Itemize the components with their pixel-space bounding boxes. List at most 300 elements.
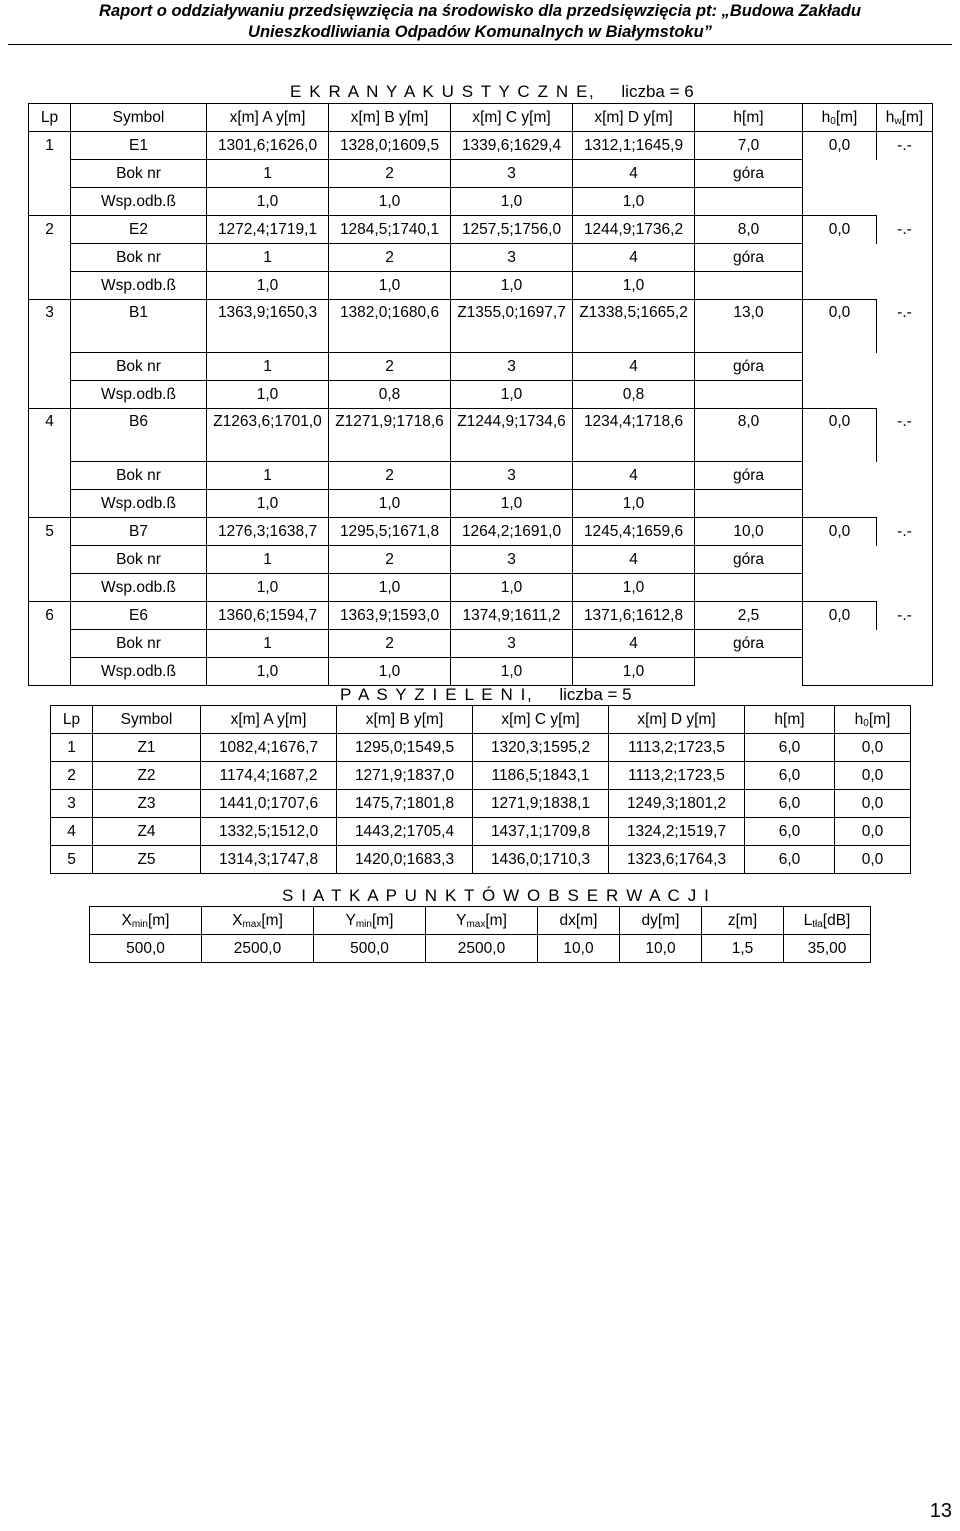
side-top: góra bbox=[695, 244, 803, 272]
side-top: góra bbox=[695, 630, 803, 658]
empty-cell bbox=[877, 381, 933, 409]
gb-header-d: x[m] D y[m] bbox=[609, 706, 745, 734]
screen-lp-empty bbox=[29, 244, 71, 272]
screen-lp-empty bbox=[29, 658, 71, 686]
coef-value: 1,0 bbox=[451, 272, 573, 300]
greenbelt-h: 6,0 bbox=[745, 762, 835, 790]
coef-value: 1,0 bbox=[573, 658, 695, 686]
coef-value: 1,0 bbox=[451, 490, 573, 518]
screen-point-b: 1295,5;1671,8 bbox=[329, 518, 451, 546]
screen-side-row bbox=[29, 462, 933, 490]
screen-point-a: 1363,9;1650,3 bbox=[207, 300, 329, 353]
grid-header-base: Y bbox=[345, 912, 356, 929]
side-number: 1 bbox=[207, 353, 329, 381]
greenbelt-h: 6,0 bbox=[745, 734, 835, 762]
screens-table-body bbox=[29, 104, 933, 686]
side-number: 1 bbox=[207, 462, 329, 490]
empty-cell bbox=[695, 188, 803, 216]
screen-lp-empty bbox=[29, 272, 71, 300]
greenbelt-lp: 1 bbox=[51, 734, 93, 762]
empty-cell bbox=[803, 546, 877, 574]
screen-lp-empty bbox=[29, 490, 71, 518]
coef-label: Wsp.odb.ß bbox=[71, 490, 207, 518]
coef-value: 1,0 bbox=[573, 574, 695, 602]
coef-value: 1,0 bbox=[207, 574, 329, 602]
grid-table-body bbox=[90, 907, 871, 963]
header-c: x[m] C y[m] bbox=[451, 104, 573, 132]
screen-point-b: 1363,9;1593,0 bbox=[329, 602, 451, 630]
greenbelt-c: 1320,3;1595,2 bbox=[473, 734, 609, 762]
header-divider bbox=[8, 44, 952, 45]
greenbelt-c: 1271,9;1838,1 bbox=[473, 790, 609, 818]
side-number: 2 bbox=[329, 630, 451, 658]
screen-point-d: 1371,6;1612,8 bbox=[573, 602, 695, 630]
empty-cell bbox=[877, 272, 933, 300]
empty-cell bbox=[803, 188, 877, 216]
coef-label: Wsp.odb.ß bbox=[71, 188, 207, 216]
coef-value: 1,0 bbox=[207, 272, 329, 300]
grid-header-sub: min bbox=[355, 919, 372, 930]
screen-hw: -.- bbox=[877, 602, 933, 630]
grid-header-row bbox=[90, 907, 871, 935]
grid-header-base: X bbox=[232, 912, 243, 929]
grid-value: 35,00 bbox=[784, 935, 871, 963]
greenbelt-d: 1324,2;1519,7 bbox=[609, 818, 745, 846]
grid-title-text: S I A T K A P U N K T Ó W O B S E R W A C J I bbox=[282, 886, 711, 905]
screen-row bbox=[29, 518, 933, 546]
coef-label: Wsp.odb.ß bbox=[71, 574, 207, 602]
grid-value: 500,0 bbox=[90, 935, 202, 963]
greenbelt-b: 1420,0;1683,3 bbox=[337, 846, 473, 874]
h0-base: h bbox=[821, 109, 831, 126]
side-number: 4 bbox=[573, 630, 695, 658]
greenbelt-row bbox=[51, 762, 911, 790]
screen-point-d: 1312,1;1645,9 bbox=[573, 132, 695, 160]
coef-label: Wsp.odb.ß bbox=[71, 658, 207, 686]
gb-header-h: h[m] bbox=[745, 706, 835, 734]
header-symbol: Symbol bbox=[71, 104, 207, 132]
side-number: 2 bbox=[329, 353, 451, 381]
gb-header-c: x[m] C y[m] bbox=[473, 706, 609, 734]
grid-header-base: dx[m] bbox=[559, 912, 598, 929]
screen-symbol: E6 bbox=[71, 602, 207, 630]
screen-h0: 0,0 bbox=[803, 216, 877, 244]
coef-value: 1,0 bbox=[329, 188, 451, 216]
header-line-1: Raport o oddziaływaniu przedsięwzięcia na środowisko dla przedsięwzięcia pt: „Budowa Zakładu bbox=[99, 2, 861, 20]
screen-point-d: Z1338,5;1665,2 bbox=[573, 300, 695, 353]
side-number: 4 bbox=[573, 160, 695, 188]
h0-unit: [m] bbox=[835, 109, 858, 126]
side-label: Bok nr bbox=[71, 462, 207, 490]
screen-coef-row bbox=[29, 381, 933, 409]
coef-value: 0,8 bbox=[329, 381, 451, 409]
screen-lp-empty bbox=[29, 160, 71, 188]
grid-header-unit: [m] bbox=[147, 912, 170, 929]
screen-height: 7,0 bbox=[695, 132, 803, 160]
side-number: 1 bbox=[207, 546, 329, 574]
empty-cell bbox=[877, 546, 933, 574]
empty-cell bbox=[803, 381, 877, 409]
screen-lp-empty bbox=[29, 353, 71, 381]
empty-cell bbox=[803, 658, 877, 686]
screen-hw: -.- bbox=[877, 409, 933, 462]
gb-h0-sub: 0 bbox=[863, 718, 869, 729]
grid-header-cell bbox=[202, 907, 314, 935]
empty-cell bbox=[877, 574, 933, 602]
screens-title bbox=[290, 82, 694, 102]
greenbelt-b: 1295,0;1549,5 bbox=[337, 734, 473, 762]
side-number: 1 bbox=[207, 160, 329, 188]
coef-value: 1,0 bbox=[329, 272, 451, 300]
greenbelt-h0: 0,0 bbox=[835, 790, 911, 818]
grid-header-unit: [dB] bbox=[822, 912, 851, 929]
gb-h0-unit: [m] bbox=[868, 711, 891, 728]
screen-point-c: Z1355,0;1697,7 bbox=[451, 300, 573, 353]
side-top: góra bbox=[695, 546, 803, 574]
gb-header-b: x[m] B y[m] bbox=[337, 706, 473, 734]
header-hw bbox=[877, 104, 933, 132]
screen-lp-empty bbox=[29, 381, 71, 409]
screen-lp: 6 bbox=[29, 602, 71, 630]
screen-symbol: B1 bbox=[71, 300, 207, 353]
greenbelt-h: 6,0 bbox=[745, 790, 835, 818]
grid-values-row bbox=[90, 935, 871, 963]
screen-lp: 5 bbox=[29, 518, 71, 546]
gb-header-symbol: Symbol bbox=[93, 706, 201, 734]
screen-point-d: 1245,4;1659,6 bbox=[573, 518, 695, 546]
header-h: h[m] bbox=[695, 104, 803, 132]
greenbelt-c: 1436,0;1710,3 bbox=[473, 846, 609, 874]
grid-header-base: X bbox=[121, 912, 132, 929]
empty-cell bbox=[877, 160, 933, 188]
screen-h0: 0,0 bbox=[803, 602, 877, 630]
grid-value: 2500,0 bbox=[202, 935, 314, 963]
greenbelts-table bbox=[50, 705, 911, 874]
screen-point-b: 1284,5;1740,1 bbox=[329, 216, 451, 244]
grid-value: 10,0 bbox=[620, 935, 702, 963]
greenbelt-c: 1186,5;1843,1 bbox=[473, 762, 609, 790]
greenbelt-symbol: Z4 bbox=[93, 818, 201, 846]
side-number: 1 bbox=[207, 630, 329, 658]
screen-lp: 3 bbox=[29, 300, 71, 353]
side-label: Bok nr bbox=[71, 630, 207, 658]
coef-value: 1,0 bbox=[451, 658, 573, 686]
grid-header-cell bbox=[620, 907, 702, 935]
screen-side-row bbox=[29, 630, 933, 658]
screen-point-b: 1328,0;1609,5 bbox=[329, 132, 451, 160]
grid-header-cell bbox=[426, 907, 538, 935]
grid-header-cell bbox=[314, 907, 426, 935]
side-number: 4 bbox=[573, 244, 695, 272]
grid-header-sub: max bbox=[466, 919, 486, 930]
greenbelt-h0: 0,0 bbox=[835, 762, 911, 790]
header-d: x[m] D y[m] bbox=[573, 104, 695, 132]
side-label: Bok nr bbox=[71, 353, 207, 381]
grid-header-cell bbox=[784, 907, 871, 935]
screen-point-a: Z1263,6;1701,0 bbox=[207, 409, 329, 462]
greenbelt-h: 6,0 bbox=[745, 846, 835, 874]
greenbelt-a: 1082,4;1676,7 bbox=[201, 734, 337, 762]
grid-value: 2500,0 bbox=[426, 935, 538, 963]
screen-symbol: E2 bbox=[71, 216, 207, 244]
grid-title bbox=[282, 886, 711, 906]
screen-height: 13,0 bbox=[695, 300, 803, 353]
coef-value: 1,0 bbox=[573, 490, 695, 518]
screen-lp-empty bbox=[29, 574, 71, 602]
grid-header-sub: max bbox=[242, 919, 262, 930]
screens-title-text: E K R A N Y A K U S T Y C Z N E, bbox=[290, 82, 596, 101]
screen-row bbox=[29, 602, 933, 630]
greenbelt-symbol: Z5 bbox=[93, 846, 201, 874]
greenbelt-lp: 2 bbox=[51, 762, 93, 790]
empty-cell bbox=[695, 490, 803, 518]
empty-cell bbox=[695, 658, 803, 686]
header-a: x[m] A y[m] bbox=[207, 104, 329, 132]
empty-cell bbox=[877, 490, 933, 518]
coef-value: 1,0 bbox=[573, 188, 695, 216]
screen-hw: -.- bbox=[877, 216, 933, 244]
screens-header-row bbox=[29, 104, 933, 132]
greenbelt-d: 1249,3;1801,2 bbox=[609, 790, 745, 818]
screen-height: 8,0 bbox=[695, 216, 803, 244]
screen-height: 10,0 bbox=[695, 518, 803, 546]
screen-side-row bbox=[29, 353, 933, 381]
coef-value: 1,0 bbox=[329, 490, 451, 518]
greenbelt-row bbox=[51, 734, 911, 762]
page-number: 13 bbox=[929, 1500, 952, 1522]
coef-value: 1,0 bbox=[207, 658, 329, 686]
greenbelt-lp: 4 bbox=[51, 818, 93, 846]
greenbelt-b: 1475,7;1801,8 bbox=[337, 790, 473, 818]
greenbelt-b: 1271,9;1837,0 bbox=[337, 762, 473, 790]
greenbelts-header-row bbox=[51, 706, 911, 734]
coef-value: 1,0 bbox=[329, 658, 451, 686]
gb-header-lp: Lp bbox=[51, 706, 93, 734]
header-lp: Lp bbox=[29, 104, 71, 132]
side-number: 2 bbox=[329, 462, 451, 490]
coef-value: 1,0 bbox=[207, 188, 329, 216]
screen-h0: 0,0 bbox=[803, 132, 877, 160]
screen-side-row bbox=[29, 244, 933, 272]
greenbelt-symbol: Z3 bbox=[93, 790, 201, 818]
grid-header-unit: [m] bbox=[371, 912, 394, 929]
screen-point-d: 1234,4;1718,6 bbox=[573, 409, 695, 462]
grid-table bbox=[89, 906, 871, 963]
greenbelt-row bbox=[51, 790, 911, 818]
side-top: góra bbox=[695, 353, 803, 381]
empty-cell bbox=[803, 244, 877, 272]
document-header bbox=[0, 0, 960, 43]
grid-header-cell bbox=[538, 907, 620, 935]
h0-sub: 0 bbox=[830, 116, 836, 127]
screen-lp-empty bbox=[29, 462, 71, 490]
side-number: 2 bbox=[329, 244, 451, 272]
greenbelt-h: 6,0 bbox=[745, 818, 835, 846]
side-top: góra bbox=[695, 160, 803, 188]
greenbelt-lp: 5 bbox=[51, 846, 93, 874]
greenbelt-a: 1174,4;1687,2 bbox=[201, 762, 337, 790]
side-number: 4 bbox=[573, 462, 695, 490]
greenbelt-d: 1323,6;1764,3 bbox=[609, 846, 745, 874]
screen-point-c: Z1244,9;1734,6 bbox=[451, 409, 573, 462]
grid-header-cell bbox=[90, 907, 202, 935]
greenbelt-c: 1437,1;1709,8 bbox=[473, 818, 609, 846]
screen-row bbox=[29, 132, 933, 160]
side-number: 3 bbox=[451, 630, 573, 658]
grid-header-base: Y bbox=[456, 912, 467, 929]
coef-value: 1,0 bbox=[207, 381, 329, 409]
greenbelt-a: 1314,3;1747,8 bbox=[201, 846, 337, 874]
hw-sub: w bbox=[894, 116, 902, 127]
greenbelt-d: 1113,2;1723,5 bbox=[609, 762, 745, 790]
screen-side-row bbox=[29, 160, 933, 188]
side-number: 2 bbox=[329, 546, 451, 574]
hw-unit: [m] bbox=[901, 109, 924, 126]
screen-row bbox=[29, 216, 933, 244]
screen-point-c: 1339,6;1629,4 bbox=[451, 132, 573, 160]
screen-h0: 0,0 bbox=[803, 409, 877, 462]
greenbelt-row bbox=[51, 818, 911, 846]
screen-coef-row bbox=[29, 272, 933, 300]
screen-coef-row bbox=[29, 490, 933, 518]
header-h0 bbox=[803, 104, 877, 132]
coef-value: 1,0 bbox=[451, 381, 573, 409]
greenbelts-title-text: P A S Y Z I E L E N I, bbox=[340, 685, 534, 704]
greenbelt-h0: 0,0 bbox=[835, 734, 911, 762]
empty-cell bbox=[877, 188, 933, 216]
screen-point-c: 1264,2;1691,0 bbox=[451, 518, 573, 546]
screen-lp-empty bbox=[29, 630, 71, 658]
screen-coef-row bbox=[29, 658, 933, 686]
empty-cell bbox=[695, 574, 803, 602]
empty-cell bbox=[803, 490, 877, 518]
coef-value: 1,0 bbox=[207, 490, 329, 518]
screen-point-b: 1382,0;1680,6 bbox=[329, 300, 451, 353]
header-line-2: Unieszkodliwiania Odpadów Komunalnych w Białymstoku” bbox=[248, 23, 712, 41]
empty-cell bbox=[695, 381, 803, 409]
screen-hw: -.- bbox=[877, 300, 933, 353]
greenbelt-symbol: Z1 bbox=[93, 734, 201, 762]
side-number: 2 bbox=[329, 160, 451, 188]
screen-row bbox=[29, 409, 933, 462]
side-top: góra bbox=[695, 462, 803, 490]
empty-cell bbox=[803, 574, 877, 602]
grid-header-unit: [m] bbox=[261, 912, 283, 929]
coef-value: 0,8 bbox=[573, 381, 695, 409]
header-b: x[m] B y[m] bbox=[329, 104, 451, 132]
empty-cell bbox=[877, 658, 933, 686]
coef-value: 1,0 bbox=[573, 272, 695, 300]
greenbelt-a: 1441,0;1707,6 bbox=[201, 790, 337, 818]
screen-symbol: B6 bbox=[71, 409, 207, 462]
empty-cell bbox=[803, 462, 877, 490]
side-label: Bok nr bbox=[71, 546, 207, 574]
grid-header-base: L bbox=[803, 912, 813, 929]
side-number: 4 bbox=[573, 546, 695, 574]
screen-symbol: E1 bbox=[71, 132, 207, 160]
grid-header-sub: tła bbox=[812, 919, 823, 930]
screen-point-c: 1257,5;1756,0 bbox=[451, 216, 573, 244]
side-number: 3 bbox=[451, 353, 573, 381]
side-number: 3 bbox=[451, 244, 573, 272]
greenbelt-b: 1443,2;1705,4 bbox=[337, 818, 473, 846]
screen-coef-row bbox=[29, 574, 933, 602]
empty-cell bbox=[803, 630, 877, 658]
screen-point-b: Z1271,9;1718,6 bbox=[329, 409, 451, 462]
screen-side-row bbox=[29, 546, 933, 574]
greenbelt-a: 1332,5;1512,0 bbox=[201, 818, 337, 846]
side-label: Bok nr bbox=[71, 244, 207, 272]
empty-cell bbox=[803, 353, 877, 381]
coef-value: 1,0 bbox=[451, 188, 573, 216]
coef-value: 1,0 bbox=[329, 574, 451, 602]
screen-hw: -.- bbox=[877, 132, 933, 160]
empty-cell bbox=[695, 272, 803, 300]
screen-coef-row bbox=[29, 188, 933, 216]
hw-base: h bbox=[885, 109, 895, 126]
grid-value: 10,0 bbox=[538, 935, 620, 963]
screen-height: 2,5 bbox=[695, 602, 803, 630]
screens-table bbox=[28, 103, 933, 686]
grid-value: 500,0 bbox=[314, 935, 426, 963]
empty-cell bbox=[803, 272, 877, 300]
screen-h0: 0,0 bbox=[803, 300, 877, 353]
screen-h0: 0,0 bbox=[803, 518, 877, 546]
screen-lp: 4 bbox=[29, 409, 71, 462]
screen-point-c: 1374,9;1611,2 bbox=[451, 602, 573, 630]
screen-point-a: 1301,6;1626,0 bbox=[207, 132, 329, 160]
coef-label: Wsp.odb.ß bbox=[71, 272, 207, 300]
gb-header-a: x[m] A y[m] bbox=[201, 706, 337, 734]
side-number: 1 bbox=[207, 244, 329, 272]
screen-point-a: 1276,3;1638,7 bbox=[207, 518, 329, 546]
greenbelts-table-body bbox=[51, 706, 911, 874]
screen-point-a: 1360,6;1594,7 bbox=[207, 602, 329, 630]
greenbelts-title bbox=[340, 685, 632, 705]
greenbelt-h0: 0,0 bbox=[835, 818, 911, 846]
screens-count: liczba = 6 bbox=[621, 82, 694, 101]
gb-h0-base: h bbox=[854, 711, 864, 728]
grid-header-cell bbox=[702, 907, 784, 935]
screen-lp: 2 bbox=[29, 216, 71, 244]
screen-lp-empty bbox=[29, 188, 71, 216]
side-number: 3 bbox=[451, 160, 573, 188]
greenbelt-h0: 0,0 bbox=[835, 846, 911, 874]
grid-header-base: z[m] bbox=[727, 912, 758, 929]
coef-label: Wsp.odb.ß bbox=[71, 381, 207, 409]
screen-point-a: 1272,4;1719,1 bbox=[207, 216, 329, 244]
grid-header-sub: min bbox=[131, 919, 148, 930]
greenbelt-d: 1113,2;1723,5 bbox=[609, 734, 745, 762]
greenbelt-symbol: Z2 bbox=[93, 762, 201, 790]
coef-value: 1,0 bbox=[451, 574, 573, 602]
greenbelt-lp: 3 bbox=[51, 790, 93, 818]
screen-height: 8,0 bbox=[695, 409, 803, 462]
side-label: Bok nr bbox=[71, 160, 207, 188]
empty-cell bbox=[877, 244, 933, 272]
side-number: 4 bbox=[573, 353, 695, 381]
greenbelt-row bbox=[51, 846, 911, 874]
empty-cell bbox=[803, 160, 877, 188]
screen-hw: -.- bbox=[877, 518, 933, 546]
empty-cell bbox=[877, 630, 933, 658]
empty-cell bbox=[877, 353, 933, 381]
gb-header-h0 bbox=[835, 706, 911, 734]
side-number: 3 bbox=[451, 546, 573, 574]
grid-header-base: dy[m] bbox=[641, 912, 680, 929]
empty-cell bbox=[877, 462, 933, 490]
grid-header-unit: [m] bbox=[485, 912, 507, 929]
